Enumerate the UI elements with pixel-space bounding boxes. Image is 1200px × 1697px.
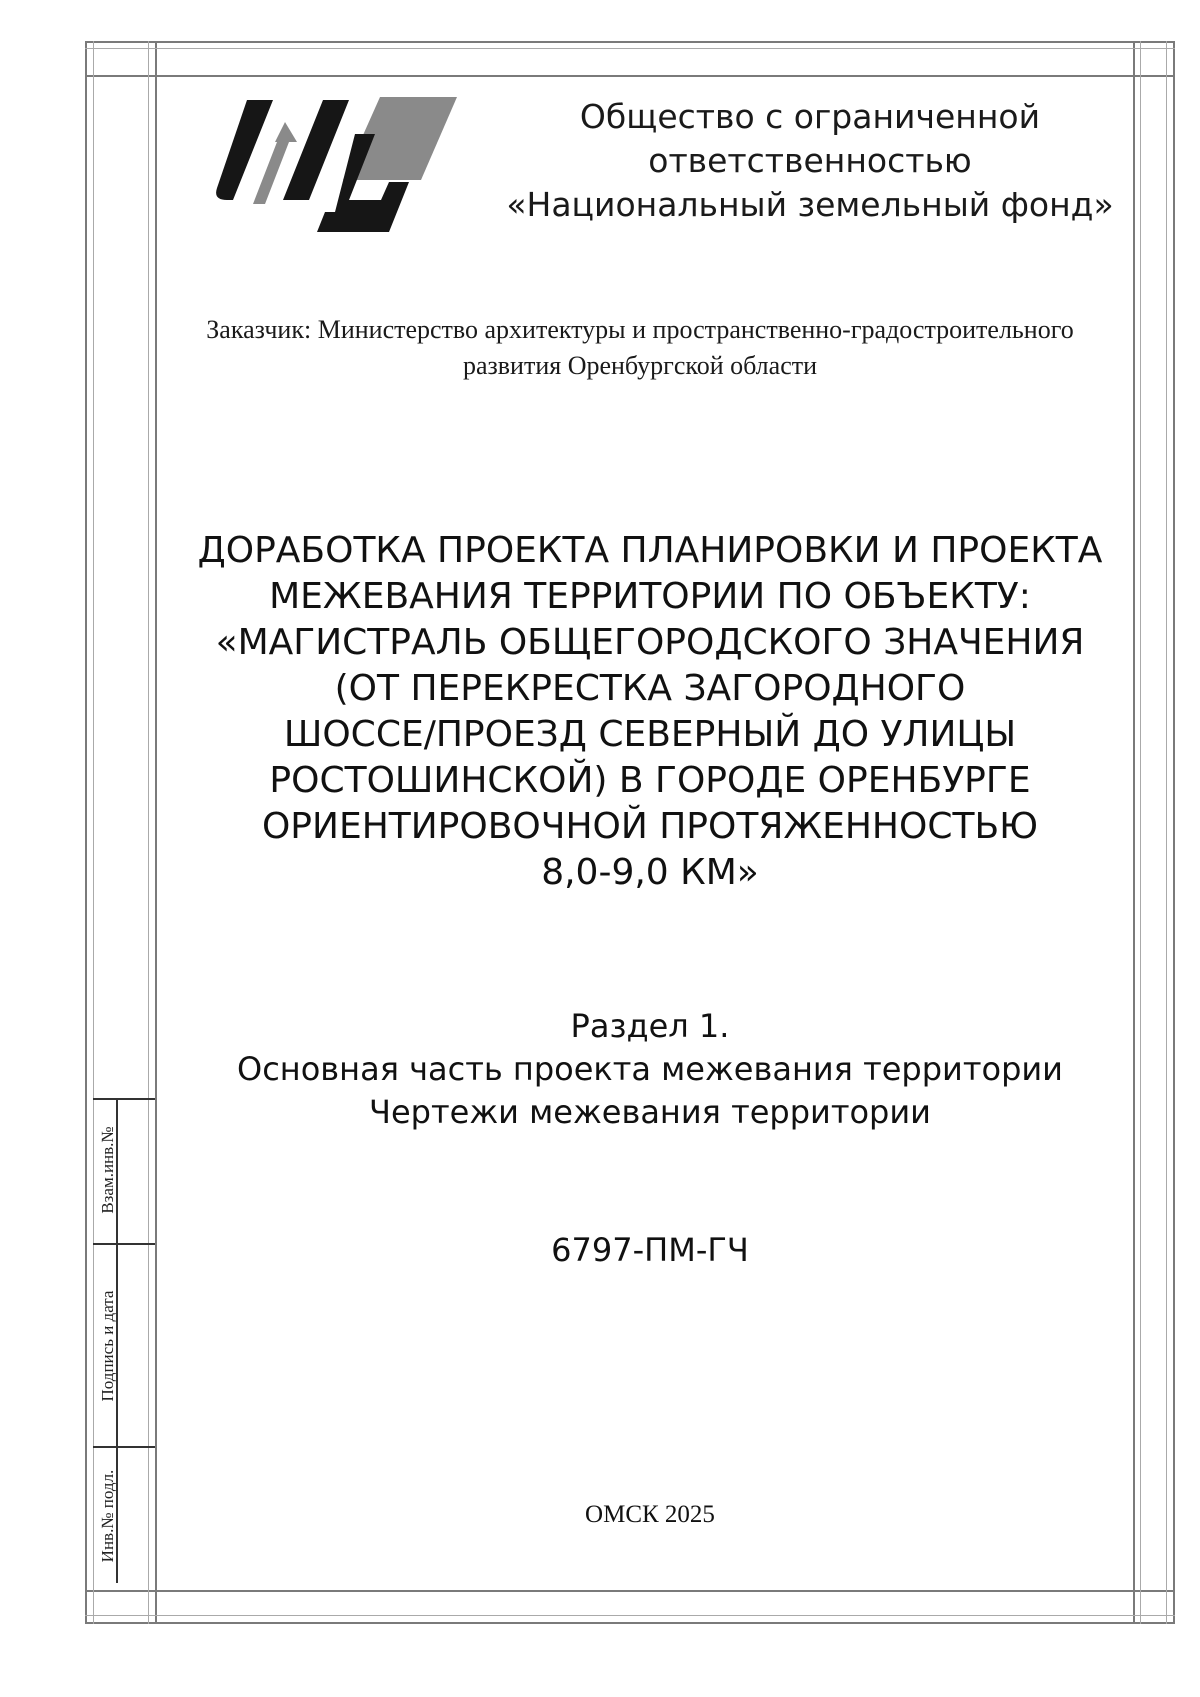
stamp-signature-date: Подпись и дата — [98, 1290, 117, 1402]
section-name: Основная часть проекта межевания территории — [237, 1050, 1063, 1088]
stamp-inv-original: Инв.№ подл. — [98, 1469, 117, 1563]
stamp-replaced-inv: Взам.инв.№ — [98, 1126, 117, 1214]
company-name — [470, 95, 1150, 227]
title-line: (ОТ ПЕРЕКРЕСТКА ЗАГОРОДНОГО — [334, 668, 966, 709]
city-year: ОМСК 2025 — [585, 1501, 715, 1528]
section-number: Раздел 1. — [570, 1007, 730, 1045]
document-code: 6797-ПМ-ГЧ — [551, 1231, 749, 1269]
document-title — [175, 528, 1125, 896]
section-block — [170, 1005, 1130, 1134]
title-line: МЕЖЕВАНИЯ ТЕРРИТОРИИ ПО ОБЪЕКТУ: — [269, 576, 1031, 617]
company-line: Общество с ограниченной — [579, 97, 1041, 136]
title-line: ШОССЕ/ПРОЕЗД СЕВЕРНЫЙ ДО УЛИЦЫ — [283, 714, 1017, 755]
section-subname: Чертежи межевания территории — [369, 1093, 931, 1131]
ngf-logo-icon — [205, 92, 460, 237]
company-line: «Национальный земельный фонд» — [506, 185, 1114, 224]
customer-line: развития Оренбургской области — [462, 351, 818, 380]
title-line: 8,0-9,0 КМ» — [541, 852, 759, 893]
title-line: ОРИЕНТИРОВОЧНОЙ ПРОТЯЖЕННОСТЬЮ — [261, 806, 1039, 847]
company-line: ответственностью — [648, 141, 972, 180]
title-line: ДОРАБОТКА ПРОЕКТА ПЛАНИРОВКИ И ПРОЕКТА — [197, 530, 1103, 571]
title-line: «МАГИСТРАЛЬ ОБЩЕГОРОДСКОГО ЗНАЧЕНИЯ — [215, 622, 1085, 663]
customer-line: Заказчик: Министерство архитектуры и пространственно-градостроительного — [206, 315, 1074, 344]
title-line: РОСТОШИНСКОЙ) В ГОРОДЕ ОРЕНБУРГЕ — [269, 760, 1031, 801]
customer — [160, 312, 1120, 384]
